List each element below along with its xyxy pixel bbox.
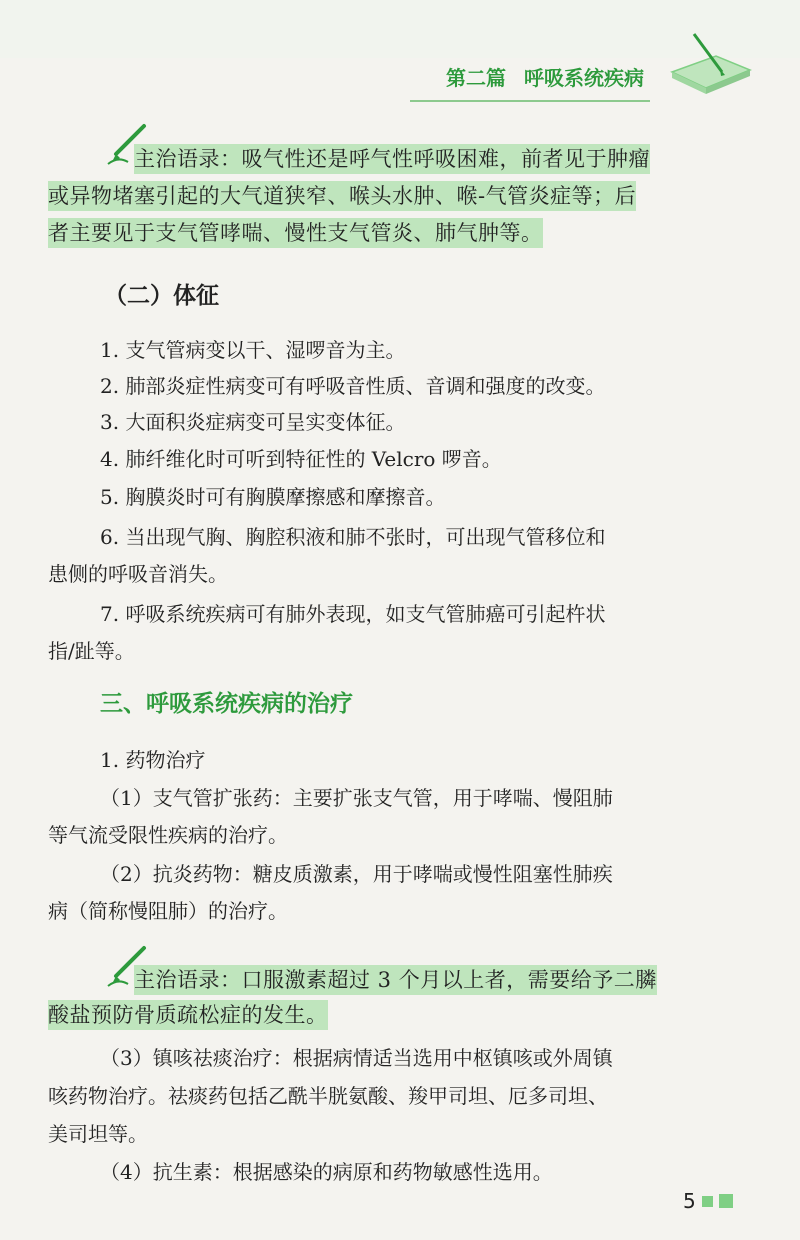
treatment-item-antitussive-cont-1: 咳药物治疗。祛痰药包括乙酰半胱氨酸、羧甲司坦、厄多司坦、 bbox=[48, 1084, 608, 1108]
sign-item-1: 1. 支气管病变以干、湿啰音为主。 bbox=[100, 338, 406, 362]
treatment-item-antiinflammatory-cont: 病（简称慢阻肺）的治疗。 bbox=[48, 899, 288, 923]
section-heading-treatment: 三、呼吸系统疾病的治疗 bbox=[100, 691, 353, 717]
page-number bbox=[683, 1186, 733, 1216]
sign-item-7: 7. 呼吸系统疾病可有肺外表现，如支气管肺癌可引起杵状 bbox=[100, 602, 606, 626]
sign-item-2: 2. 肺部炎症性病变可有呼吸音性质、音调和强度的改变。 bbox=[100, 374, 606, 398]
sign-item-4: 4. 肺纤维化时可听到特征性的 Velcro 啰音。 bbox=[100, 447, 502, 471]
square-icon bbox=[702, 1196, 713, 1207]
treatment-item-antitussive-cont-2: 美司坦等。 bbox=[48, 1122, 148, 1146]
sign-item-7-cont: 指/趾等。 bbox=[48, 639, 135, 663]
quote1-line-3: 者主要见于支气管哮喘、慢性支气管炎、肺气肿等。 bbox=[48, 215, 688, 251]
book-pen-icon bbox=[664, 26, 754, 100]
header-rule bbox=[410, 100, 650, 102]
treatment-item-antitussive: （3）镇咳祛痰治疗：根据病情适当选用中枢镇咳或外周镇 bbox=[100, 1046, 613, 1070]
quote2-line-2: 酸盐预防骨质疏松症的发生。 bbox=[48, 997, 688, 1033]
sign-item-6: 6. 当出现气胸、胸腔积液和肺不张时，可出现气管移位和 bbox=[100, 525, 606, 549]
header-title: 呼吸系统疾病 bbox=[524, 65, 644, 90]
square-icon bbox=[719, 1194, 733, 1208]
quote2-line-1: 主治语录：口服激素超过 3 个月以上者，需要给予二膦 bbox=[134, 962, 774, 998]
section-heading-signs: （二）体征 bbox=[104, 283, 219, 309]
quote1-line-2: 或异物堵塞引起的大气道狭窄、喉头水肿、喉-气管炎症等；后 bbox=[48, 178, 688, 214]
header-part: 第二篇 bbox=[446, 65, 506, 90]
treatment-item-bronchodilator: （1）支气管扩张药：主要扩张支气管，用于哮喘、慢阻肺 bbox=[100, 786, 613, 810]
running-header bbox=[404, 56, 644, 96]
quote1-line-1: 主治语录：吸气性还是呼气性呼吸困难，前者见于肿瘤 bbox=[134, 141, 774, 177]
treatment-item-antibiotic: （4）抗生素：根据感染的病原和药物敏感性选用。 bbox=[100, 1160, 553, 1184]
sign-item-3: 3. 大面积炎症病变可呈实变体征。 bbox=[100, 410, 406, 434]
sign-item-5: 5. 胸膜炎时可有胸膜摩擦感和摩擦音。 bbox=[100, 485, 446, 509]
treatment-item-bronchodilator-cont: 等气流受限性疾病的治疗。 bbox=[48, 823, 288, 847]
sign-item-6-cont: 患侧的呼吸音消失。 bbox=[48, 562, 228, 586]
treatment-item-antiinflammatory: （2）抗炎药物：糖皮质激素，用于哮喘或慢性阻塞性肺疾 bbox=[100, 862, 613, 886]
page-number-text: 5 bbox=[683, 1189, 696, 1213]
treatment-item-1: 1. 药物治疗 bbox=[100, 748, 206, 772]
